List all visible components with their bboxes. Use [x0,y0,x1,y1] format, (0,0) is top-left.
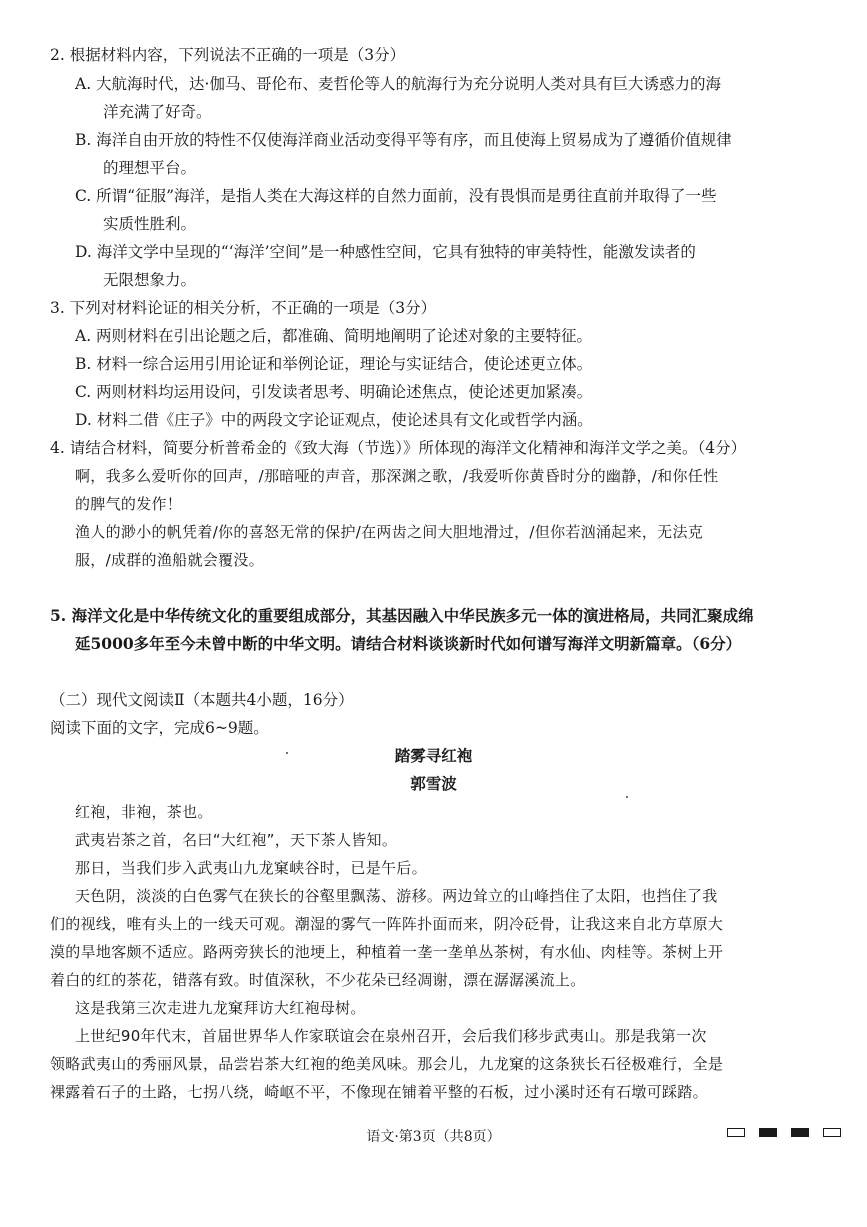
q2-option-c-line2: 实质性胜利。 [103,215,197,233]
article-paragraph-6-line1: 上世纪90年代末，首届世界华人作家联谊会在泉州召开，会后我们移步武夷山。那是我第一次 [75,1027,707,1045]
q2-option-d-line2: 无限想象力。 [103,271,197,289]
q2-option-c-line1: C. 所谓“征服”海洋，是指人类在大海这样的自然力面前，没有畏惧而是勇往直前并取得了一些 [75,187,717,205]
q4-poem-line3: 渔人的渺小的帆凭着/你的喜怒无常的保护/在两齿之间大胆地滑过，/但你若汹涌起来，无法克 [75,523,704,541]
q4-stem: 4. 请结合材料，简要分析普希金的《致大海（节选）》所体现的海洋文化精神和海洋文学之美。（4分） [50,439,747,457]
q2-stem: 2. 根据材料内容，下列说法不正确的一项是（3分） [50,46,406,64]
q2-option-a-line1: A. 大航海时代，达·伽马、哥伦布、麦哲伦等人的航海行为充分说明人类对具有巨大诱惑力的海 [75,75,721,93]
article-paragraph-4-line2: 们的视线，唯有头上的一线天可观。潮湿的雾气一阵阵扑面而来，阴冷砭骨，让我这来自北方草原大 [50,915,724,933]
q3-stem: 3. 下列对材料论证的相关分析，不正确的一项是（3分） [50,299,437,317]
q3-option-a: A. 两则材料在引出论题之后，都准确、简明地阐明了论述对象的主要特征。 [75,327,593,345]
q2-option-d-line1: D. 海洋文学中呈现的“‘海洋’空间”是一种感性空间，它具有独特的审美特性，能激发读者的 [75,243,696,261]
article-title: 踏雾寻红袍 [394,746,473,765]
article-paragraph-3: 那日，当我们步入武夷山九龙窠峡谷时，已是午后。 [75,859,427,877]
q2-option-b-line2: 的理想平台。 [103,159,197,177]
q5-line1: 5. 海洋文化是中华传统文化的重要组成部分，其基因融入中华民族多元一体的演进格局，共同汇聚成绵 [50,606,754,625]
q4-poem-line1: 啊，我多么爱听你的回声，/那暗哑的声音，那深渊之歌，/我爱听你黄昏时分的幽静，/和你任性 [75,467,719,485]
section-instruction: 阅读下面的文字，完成6~9题。 [50,719,269,737]
q3-option-d: D. 材料二借《庄子》中的两段文字论证观点，使论述具有文化或哲学内涵。 [75,411,593,429]
article-author: 郭雪波 [410,774,457,793]
article-paragraph-6-line2: 领略武夷山的秀丽风景，品尝岩茶大红袍的绝美风味。那会儿，九龙窠的这条狭长石径极难行，全是 [50,1055,724,1073]
article-paragraph-4-line4: 着白的红的茶花，错落有致。时值深秋，不少花朵已经凋谢，漂在潺潺溪流上。 [50,971,586,989]
article-paragraph-4-line3: 漠的旱地客颇不适应。路两旁狭长的池埂上，种植着一垄一垄单丛茶树，有水仙、肉桂等。茶树上开 [50,943,724,961]
page-mark [727,1128,745,1137]
page-footer: 语文·第3页（共8页） [366,1129,501,1145]
article-paragraph-6-line3: 裸露着石子的土路，七拐八绕，崎岖不平，不像现在铺着平整的石板，过小溪时还有石墩可踩踏。 [50,1083,708,1101]
q4-poem-line2: 的脾气的发作！ [75,495,183,513]
q2-option-b-line1: B. 海洋自由开放的特性不仅使海洋商业活动变得平等有序，而且使海上贸易成为了遵循价值规律 [75,131,732,149]
q2-option-a-line2: 洋充满了好奇。 [103,103,212,121]
article-paragraph-1: 红袍，非袍，茶也。 [75,803,213,821]
q3-option-b: B. 材料一综合运用引用论证和举例论证，理论与实证结合，使论述更立体。 [75,355,593,373]
article-paragraph-2: 武夷岩茶之首，名曰“大红袍”，天下茶人皆知。 [75,831,398,849]
article-paragraph-5: 这是我第三次走进九龙窠拜访大红袍母树。 [75,999,366,1017]
article-paragraph-4-line1: 天色阴，淡淡的白色雾气在狭长的谷壑里飘荡、游移。两边耸立的山峰挡住了太阳，也挡住了我 [75,887,718,905]
page-position-marks [727,1128,841,1137]
page-mark [791,1128,809,1137]
section-heading: （二）现代文阅读Ⅱ（本题共4小题，16分） [50,691,354,709]
scan-speck [626,796,628,798]
page-mark [823,1128,841,1137]
q4-poem-line4: 服，/成群的渔船就会覆没。 [75,551,264,569]
page-mark [759,1128,777,1137]
q3-option-c: C. 两则材料均运用设问，引发读者思考、明确论述焦点，使论述更加紧凑。 [75,383,593,401]
q5-line2: 延5000多年至今未曾中断的中华文明。请结合材料谈谈新时代如何谱写海洋文明新篇章。（6分） [75,634,742,653]
